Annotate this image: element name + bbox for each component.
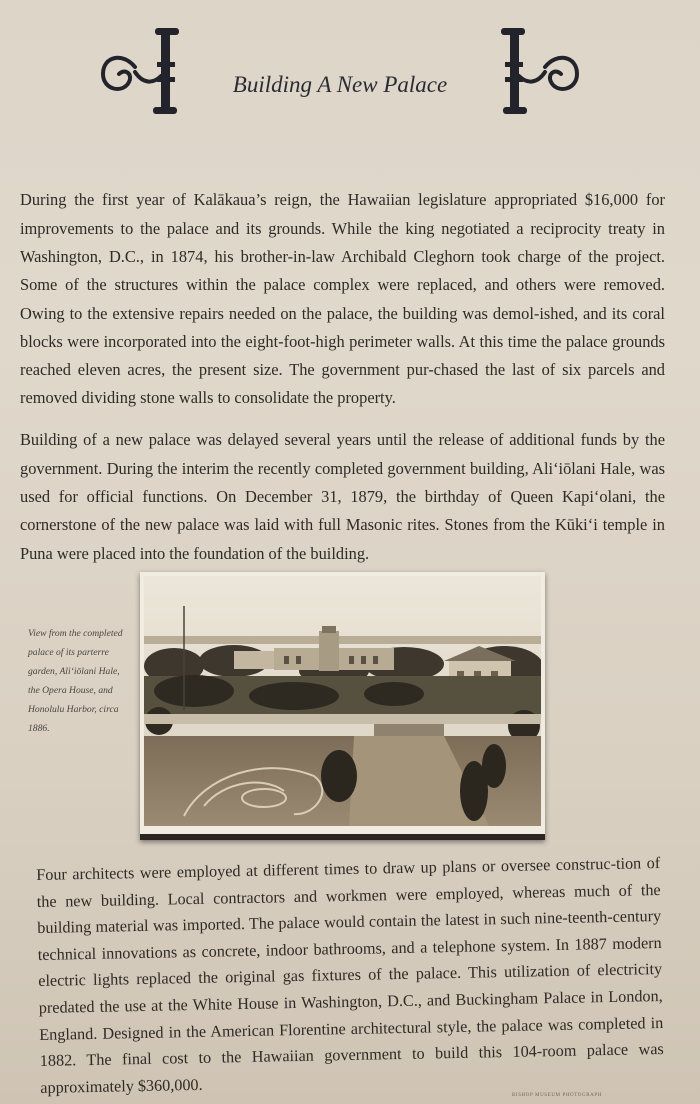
illuminated-letter-ornament [495, 22, 585, 122]
photo-caption: View from the completed palace of its parterre garden, Ali‘iōlani Hale, the Opera House, and Honolulu Harbor, circa 1886. [28, 628, 123, 734]
historic-palace-grounds-photo [144, 576, 541, 826]
paragraph-architects: Four architects were employed at different times to draw up plans or oversee construc-tion of the new building. Local contractors and workmen were employed, whereas much of the building material was imported. The palace would contain the latest in such nine-teenth-century technical innovations as concrete, indoor bathrooms, and a telephone system. In 1887 modern electric lights replaced the original gas fixtures of the palace. This utilization of electricity predated the use at the White House in Washington, D.C., and Buckingham Palace in London, England. Designed in the American Florentine architectural style, the palace was completed in 1882. The final cost to the Hawaiian government to build this 104-room palace was approximately $360,000. [36, 854, 664, 1097]
panel-header [95, 22, 585, 122]
historic-photo-frame [140, 572, 545, 840]
illuminated-letter-ornament [95, 22, 185, 122]
paragraph-cornerstone: Building of a new palace was delayed several years until the release of additional funds by the government. During the interim the recently completed government building, Ali‘iōlani Hale, was used for official functions. On December 31, 1879, the birthday of Queen Kapi‘olani, the cornerstone of the new palace was laid with full Masonic rites. Stones from the Kūki‘i temple in Puna were placed into the foundation of the building. [20, 430, 665, 563]
panel-title: Building A New Palace [232, 72, 448, 97]
paragraph-reign-improvements: During the first year of Kalākaua’s reign, the Hawaiian legislature appropriated $16,000 for improvements to the palace and its grounds. While the king negotiated a reciprocity treaty in Washington, D.C., in 1874, his brother-in-law Archibald Cleghorn took charge of the project. Some of the structures within the palace complex were replaced, and others were removed. Owing to the extensive repairs needed on the palace, the building was demol-ished, and its coral blocks were incorporated into the eight-foot-high perimeter walls. At this time the palace grounds reached eleven acres, the present size. The government pur-chased the last of six parcels and removed dividing stone walls to consolidate the property. [20, 190, 665, 408]
photo-credit: BISHOP MUSEUM PHOTOGRAPH [512, 1093, 602, 1098]
